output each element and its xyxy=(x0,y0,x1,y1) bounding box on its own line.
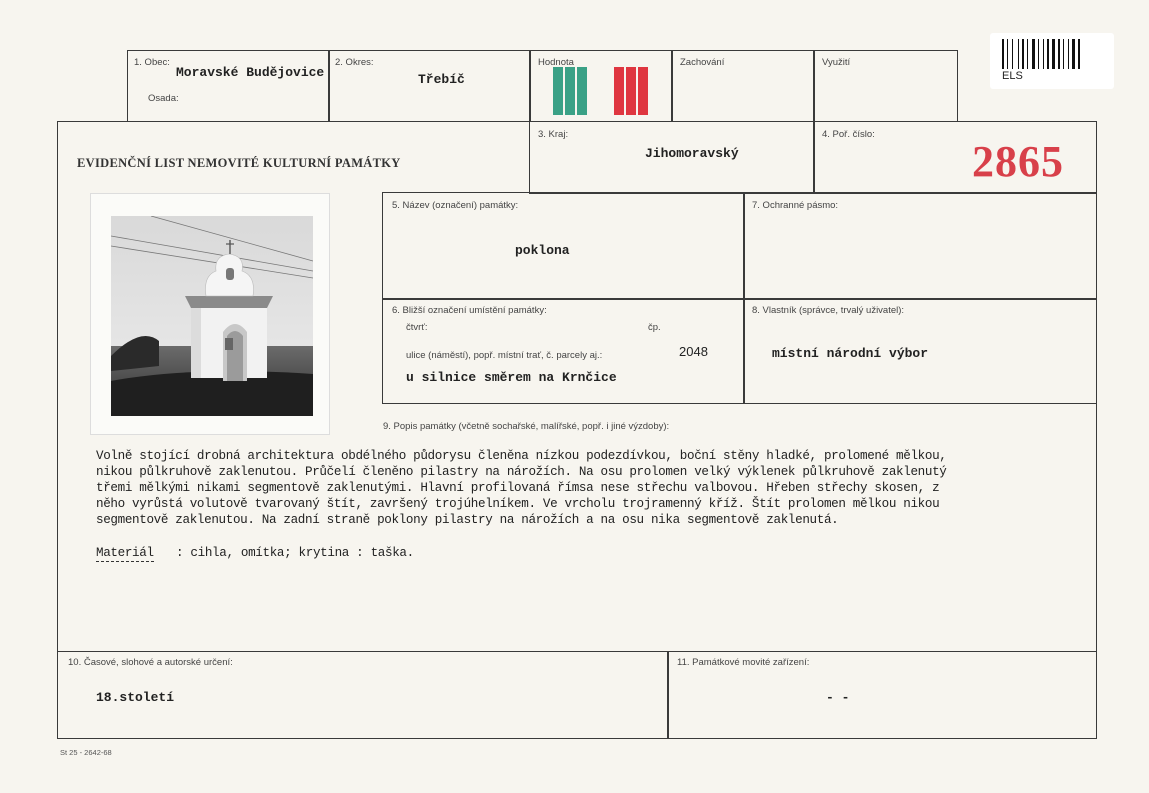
popis-line: Volně stojící drobná architektura obdélného půdorysu členěna nízkou podezdívkou, boční stěny hladké, prolomené mělkou, xyxy=(96,449,947,463)
hodnota-green-bar xyxy=(565,67,575,115)
cislo-value: 2865 xyxy=(972,137,1064,186)
hodnota-label: Hodnota xyxy=(538,57,574,68)
vlastnik-label: 8. Vlastník (správce, trvalý uživatel): xyxy=(752,305,905,316)
obec-value: Moravské Budějovice xyxy=(176,65,325,80)
popis-label: 9. Popis památky (včetně sochařské, malířské, popř. i jiné výzdoby): xyxy=(383,421,670,432)
zachovani-label: Zachování xyxy=(680,57,725,68)
barcode xyxy=(990,33,1114,89)
kraj-value: Jihomoravský xyxy=(645,146,739,161)
monument-photo xyxy=(111,216,313,416)
hodnota-green-bar xyxy=(577,67,587,115)
osada-label: Osada: xyxy=(148,93,179,104)
parcela-value: 2048 xyxy=(679,344,708,359)
okres-label: 2. Okres: xyxy=(335,57,374,68)
urceni-value: 18.století xyxy=(96,690,175,705)
kraj-label: 3. Kraj: xyxy=(538,129,569,140)
form-title: EVIDENČNÍ LIST NEMOVITÉ KULTURNÍ PAMÁTKY xyxy=(77,156,401,170)
hodnota-red-bar xyxy=(614,67,624,115)
nazev-label: 5. Název (označení) památky: xyxy=(392,200,519,211)
cp-label: čp. xyxy=(648,322,661,333)
popis-line: něho vyrůstá volutově tvarovaný štít, završený trojúhelníkem. Ve vrcholu trojramenný kříž. Štít prolomen mělkou nikou xyxy=(96,497,940,511)
urceni-label: 10. Časové, slohové a autorské určení: xyxy=(68,657,233,668)
popis-line: segmentově zaklenutou. Na zadní straně poklony pilastry na nárožích a na osu nika segmentově zaklenutá. xyxy=(96,513,839,527)
ctvrt-label: čtvrť: xyxy=(406,322,428,333)
hodnota-green-bar xyxy=(553,67,563,115)
hodnota-red-bar xyxy=(626,67,636,115)
pasmo-label: 7. Ochranné pásmo: xyxy=(752,200,839,211)
hodnota-red-bars xyxy=(614,67,648,115)
zarizeni-label: 11. Památkové movité zařízení: xyxy=(677,657,810,668)
zarizeni-value: - - xyxy=(826,690,850,705)
cislo-label: 4. Poř. číslo: xyxy=(822,129,875,140)
popis-line: třemi mělkými nikami segmentově zaklenutými. Hlavní profilovaná římsa nese střechu valbovou. Hřeben střechy skosen, z xyxy=(96,481,940,495)
vlastnik-value: místní národní výbor xyxy=(772,346,929,361)
barcode-label: ELS xyxy=(1002,70,1023,82)
form-code: St 25 - 2642-68 xyxy=(60,748,112,757)
ulice-label: ulice (náměstí), popř. místní trať, č. parcely aj.: xyxy=(406,350,603,361)
photo-mount xyxy=(90,193,330,435)
material-label: Materiál xyxy=(96,546,154,560)
nazev-value: poklona xyxy=(515,243,570,258)
umisteni-label: 6. Bližší označení umístění památky: xyxy=(392,305,547,316)
okres-value: Třebíč xyxy=(418,72,465,87)
hodnota-red-bar xyxy=(638,67,648,115)
barcode-icon xyxy=(1002,39,1094,69)
popis-line: nikou půlkruhově zaklenutou. Průčelí členěno pilastry na nárožích. Na osu prolomen velký výklenek půlkruhově zaklenutý xyxy=(96,465,947,479)
obec-label: 1. Obec: xyxy=(134,57,170,68)
vyuziti-label: Využití xyxy=(822,57,851,68)
umisteni-value: u silnice směrem na Krnčice xyxy=(406,370,617,385)
material-value: : cihla, omítka; krytina : taška. xyxy=(176,546,414,560)
hodnota-green-bars xyxy=(553,67,587,115)
